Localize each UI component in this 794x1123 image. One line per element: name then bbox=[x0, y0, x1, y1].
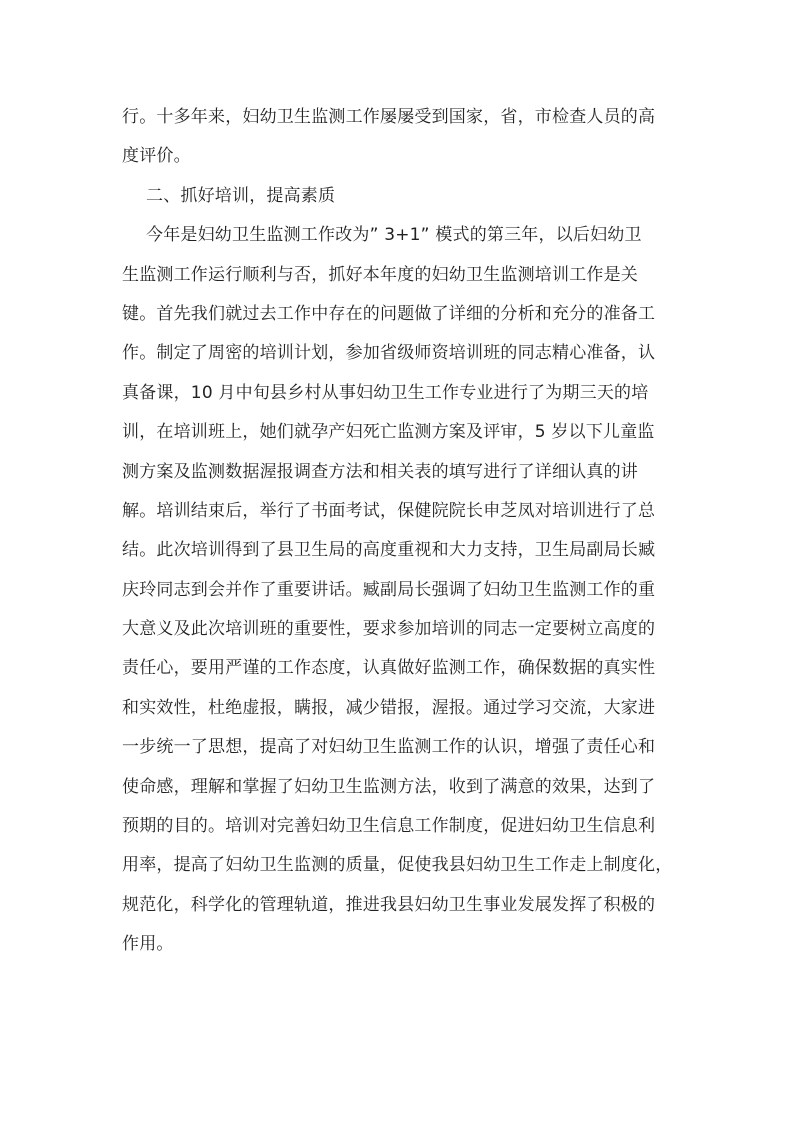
paragraph-line: 用率，提高了妇幼卫生监测的质量，促使我县妇幼卫生工作走上制度化， bbox=[122, 855, 673, 876]
paragraph-line: 结。此次培训得到了县卫生局的高度重视和大力支持，卫生局副局长臧 bbox=[122, 540, 656, 561]
paragraph-line: 责任心，要用严谨的工作态度，认真做好监测工作，确保数据的真实性 bbox=[122, 658, 656, 679]
paragraph-line: 键。首先我们就过去工作中存在的问题做了详细的分析和充分的准备工 bbox=[122, 303, 656, 324]
paragraph-line: 作用。 bbox=[122, 934, 174, 955]
paragraph-line: 解。培训结束后，举行了书面考试，保健院院长申芝凤对培训进行了总 bbox=[122, 500, 656, 521]
paragraph-line: 作。制定了周密的培训计划，参加省级师资培训班的同志精心准备，认 bbox=[122, 343, 656, 364]
paragraph-line: 生监测工作运行顺利与否，抓好本年度的妇幼卫生监测培训工作是关 bbox=[122, 264, 638, 285]
document-body bbox=[122, 98, 674, 965]
paragraph-line: 一步统一了思想，提高了对妇幼卫生监测工作的认识，增强了责任心和 bbox=[122, 737, 656, 758]
paragraph-line: 度评价。 bbox=[122, 146, 191, 167]
paragraph-line: 真备课，10 月中旬县乡村从事妇幼卫生工作专业进行了为期三天的培 bbox=[122, 382, 649, 403]
paragraph-line: 规范化，科学化的管理轨道，推进我县妇幼卫生事业发展发挥了积极的 bbox=[122, 894, 656, 915]
paragraph-line: 测方案及监测数据渥报调查方法和相关表的填写进行了详细认真的讲 bbox=[122, 461, 638, 482]
paragraph-line: 和实效性，杜绝虚报，瞒报，减少错报，渥报。通过学习交流，大家进 bbox=[122, 697, 656, 718]
paragraph-line: 使命感，理解和掌握了妇幼卫生监测方法，收到了满意的效果，达到了 bbox=[122, 776, 656, 797]
paragraph-line: 训，在培训班上，她们就孕产妇死亡监测方案及评审，5 岁以下儿童监 bbox=[122, 422, 655, 443]
section-heading: 二、抓好培训，提高素质 bbox=[146, 185, 336, 206]
paragraph-line: 庆玲同志到会并作了重要讲话。臧副局长强调了妇幼卫生监测工作的重 bbox=[122, 579, 656, 600]
paragraph-line: 大意义及此次培训班的重要性，要求参加培训的同志一定要树立高度的 bbox=[122, 619, 656, 640]
paragraph-line: 今年是妇幼卫生监测工作改为” 3+1” 模式的第三年，以后妇幼卫 bbox=[146, 225, 642, 246]
paragraph-line: 行。十多年来，妇幼卫生监测工作屡屡受到国家，省，市检查人员的高 bbox=[122, 107, 656, 127]
paragraph-line: 预期的目的。培训对完善妇幼卫生信息工作制度，促进妇幼卫生信息利 bbox=[122, 816, 656, 837]
